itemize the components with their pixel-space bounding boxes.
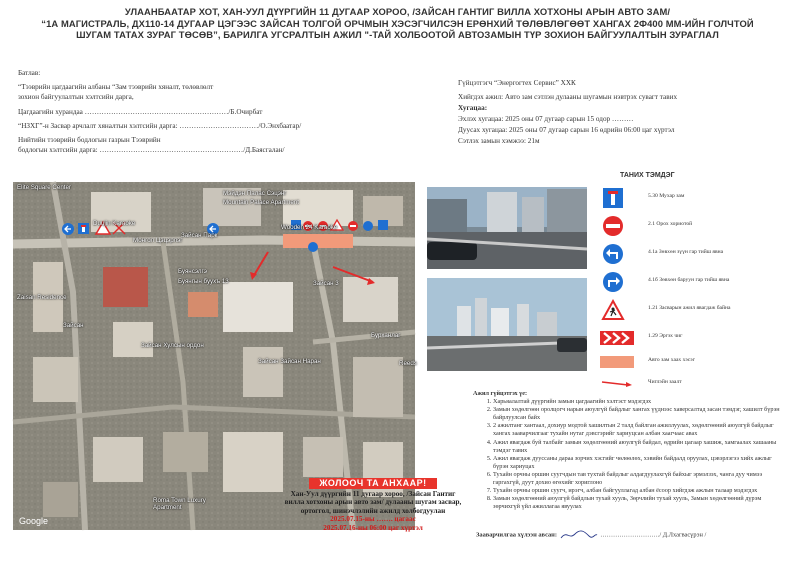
legend-item: 1.29 Эргэх чиг xyxy=(600,325,790,351)
work-step: 2. Замын хөдөлгөөн оролцогч нарын аюулгүй байдлыг хангах үүднээс хаверсалтад засан тэмдэг, хашилт бүрэн байрлуулсан байх xyxy=(493,406,781,422)
legend-item: 2.1 Орох хориотой xyxy=(600,213,790,239)
map-label: Wooden 24 Karaoke xyxy=(281,224,338,231)
svg-text:Google: Google xyxy=(19,516,49,526)
work-steps-list xyxy=(476,398,781,511)
driver-notice xyxy=(283,478,463,533)
duration-heading: Хугацаа: xyxy=(458,104,488,112)
map-label: Зайсан 3 xyxy=(313,280,339,287)
road-closure-block-icon xyxy=(600,356,634,368)
dead-end-sign-icon xyxy=(602,187,624,209)
map-label: Мэйдэн Палас Сэцэнг xyxy=(223,190,287,197)
contractor: Гүйцэтгэгч “Энергогтех Сервис” ХХК xyxy=(458,79,576,87)
legend-item: 4.1б Зөвхөн баруун гар тийш явна xyxy=(600,269,790,295)
map-label: Зайсан xyxy=(63,322,84,329)
start-time: Эхлэх хугацаа: 2025 оны 07 дугаар сарын 15 одор ……… xyxy=(458,115,634,123)
direction-arrow-icon xyxy=(600,379,634,389)
signature-line xyxy=(476,530,706,540)
legend-item: Чиглэйн заалт xyxy=(600,371,790,397)
map-label: Duujin Karaoke xyxy=(93,220,136,227)
document-title xyxy=(20,6,775,41)
road-works-sign-icon xyxy=(602,299,624,321)
map-label: Монгол Цэцэрлэг xyxy=(133,237,183,244)
map-label: Буянгын буухъ 13 xyxy=(178,278,229,285)
work-step: 6. Тухайн орчны оршин суугчдын тав тухтай байдлыг алдагдуулахгүй байхыг эрмэлзэх, чанга дуу чимээ гаргахгүй, дуут дохио өгөхийг хориглоно xyxy=(493,471,781,487)
no-entry-sign-icon xyxy=(602,215,624,237)
notice-start: 2025.07.15-ны ……. цагаас xyxy=(330,515,416,524)
map-label: Бурханлаг xyxy=(371,332,401,339)
legend-title: ТАНИХ ТЭМДЭГ xyxy=(620,172,675,179)
title-line-1: УЛААНБААТАР ХОТ, ХАН-УУЛ ДҮҮРГИЙН 11 ДУГААР ХОРОО, /ЗАЙСАН ГАНТИГ ВИЛЛА ХОТХОНЫ АРЫН АВТО ЗАМ/ xyxy=(124,6,671,17)
cut-length: Сэтлэх замын хэмжээ: 21м xyxy=(458,137,540,145)
approval-heading: Батлав: xyxy=(18,69,41,77)
map-label: Зайсан Хулсын ордон xyxy=(141,342,204,349)
title-line-3: ШУГАМ ТАТАХ ЗУРАГ ТӨСӨВ”, БАРИЛГА УГСРАЛТЫН АЖИЛ "-ТАЙ ХОЛБООТОЙ АВТОЗАМЫН ТҮР ЗОХИОН БАЙГУУЛАЛТЫН ЗУРАГЛАЛ xyxy=(76,29,719,40)
approval-line: Нийтийн тээврийн бодлогын газрын Тээврийн xyxy=(18,136,161,145)
work-description: Хийгдэх ажил: Авто зам сэтлэн дулааны шугамын нэвтрэх сувагт тавих xyxy=(458,93,678,101)
notice-text: Хан-Уул дүүргийн 11 дугаар хороо, /Зайсан Гантиг вилла хотхоны арын авто зам/ дулааны шугам засвар, ортоггол, шинэчлэлийн ажилд холбогдуулан xyxy=(284,489,462,515)
approval-line: “Тээврийн цагдаагийн албаны “Зам тээврийн хяналт, төлөвлөлт xyxy=(18,83,214,92)
legend-item: 5.30 Мухар зам xyxy=(600,185,790,211)
road-closure-area xyxy=(283,234,353,248)
chevron-barrier-sign-icon xyxy=(600,331,634,345)
work-steps xyxy=(473,390,781,511)
work-step: 5. Ажил явагдаж дууссаны дараа зорчих хэсгийг чөлөөлөх, хэвийн байдалд оруулах, цэвэрлэгээ хийх ажлыг бүрэн хариуцах xyxy=(493,455,781,471)
legend-item: 1.21 Засварын ажил явагдаж байна xyxy=(600,297,790,323)
work-steps-heading: Ажил гүйцэтгэх үе: xyxy=(473,390,528,397)
work-info xyxy=(458,78,778,147)
turn-left-sign-icon xyxy=(602,243,624,265)
legend-item: 4.1а Зөвхөн зүүн гар тийш явна xyxy=(600,241,790,267)
title-line-2: “1А МАГИСТРАЛЬ, ДХ110-14 ДУГААР ЦЭГЭЭС ЗАЙСАН ТОЛГОЙ ОРЧМЫН ХЭСЭГЧИЛСЭН ЕРӨНХИЙ ТӨЛӨВЛӨГӨӨТ ХАНГАХ 2Ф400 ММ-ИЙН ГОЛЧТОЙ xyxy=(41,17,754,29)
work-step: 3. 2 ажилтанг хантаал, дохиур модтой хашилтын 2 талд байлган ажиллуулах, хөдөлгөөний аюулгүй байдлыг хангах зааварчилгааг тухайн нутаг дэвсгэрийг хариуцсан албан хаагчаас авах xyxy=(493,422,781,438)
map-label: Zaisan Residence xyxy=(17,294,67,301)
map-label: Reeds xyxy=(399,360,417,367)
approval-line: бодлогын хэлтсийн дарга: ……………………………………………………/Д.Баясгалан/ xyxy=(18,146,285,155)
turn-right-sign-icon xyxy=(602,271,624,293)
end-time: Дуусах хугацаа: 2025 оны 07 дугаар сарын 16 өдрийн 06:00 цаг хүртэл xyxy=(458,126,675,134)
map-label: Зайсан Зайсан Наран xyxy=(258,358,321,365)
legend-item: Авто зам хаах хэсэг xyxy=(600,349,790,375)
approval-line: “НЗХГ”-н Засвар арчлалт хяналтын хэлтсийн дарга: ……………………………/О.Энхбаатар/ xyxy=(18,121,302,130)
site-photo-2 xyxy=(427,278,587,371)
map-label: Зайсан Парк xyxy=(181,232,218,239)
map-label: Elite Square Center xyxy=(17,184,71,191)
signature-icon xyxy=(559,530,599,540)
notice-banner: ЖОЛООЧ ТА АНХААР! xyxy=(309,478,436,489)
work-step: 8. Замын хөдөлгөөний аюулгүй байдлын тухай хууль, Зөрчлийн тухай хууль, Замын хөдөлгөөний дүрэм зөрчихгүй үйл ажиллагаа явуулах xyxy=(493,495,781,511)
notice-end: 2025.07.16-ны 06:00 цаг хүртэл xyxy=(323,523,423,532)
work-step: 7. Тухайн орчны оршин суугч, ирэгч, албан байгууллагад албан ёсоор хийгдэж ажлын талаар мэдэгдэх xyxy=(493,487,781,495)
map-label: Буянсэлгэ xyxy=(178,268,207,275)
approval-block xyxy=(18,68,338,155)
site-photo-1 xyxy=(427,187,587,269)
map-label: Mountain Palace Apartment xyxy=(223,199,300,206)
work-step: 1. Харьяалалтай дүүргийн замын цагдаагийн хэлтэст мэдэгдэх xyxy=(493,398,781,406)
approval-line: Цагдаагийн хурандаа ……………………………………………………/Б.Очирбат xyxy=(18,107,263,116)
work-step: 4. Ажил явагдаж буй талбайг замын хөдөлгөөний аюулгүй байдал, өдрийн цагаар хашиж, хамгаалах хашааны тэмдэг тавих xyxy=(493,439,781,455)
map-label: Roma Town Luxury Apartment xyxy=(153,497,206,511)
approval-line: зохион байгуулалтын хэлтсийн дарга, xyxy=(18,93,134,102)
signature-label: Зааварчилгаа хүлээн авсан: xyxy=(476,531,557,539)
signature-name: ………………………./ Д.Лхагвасүрэн / xyxy=(600,531,707,539)
